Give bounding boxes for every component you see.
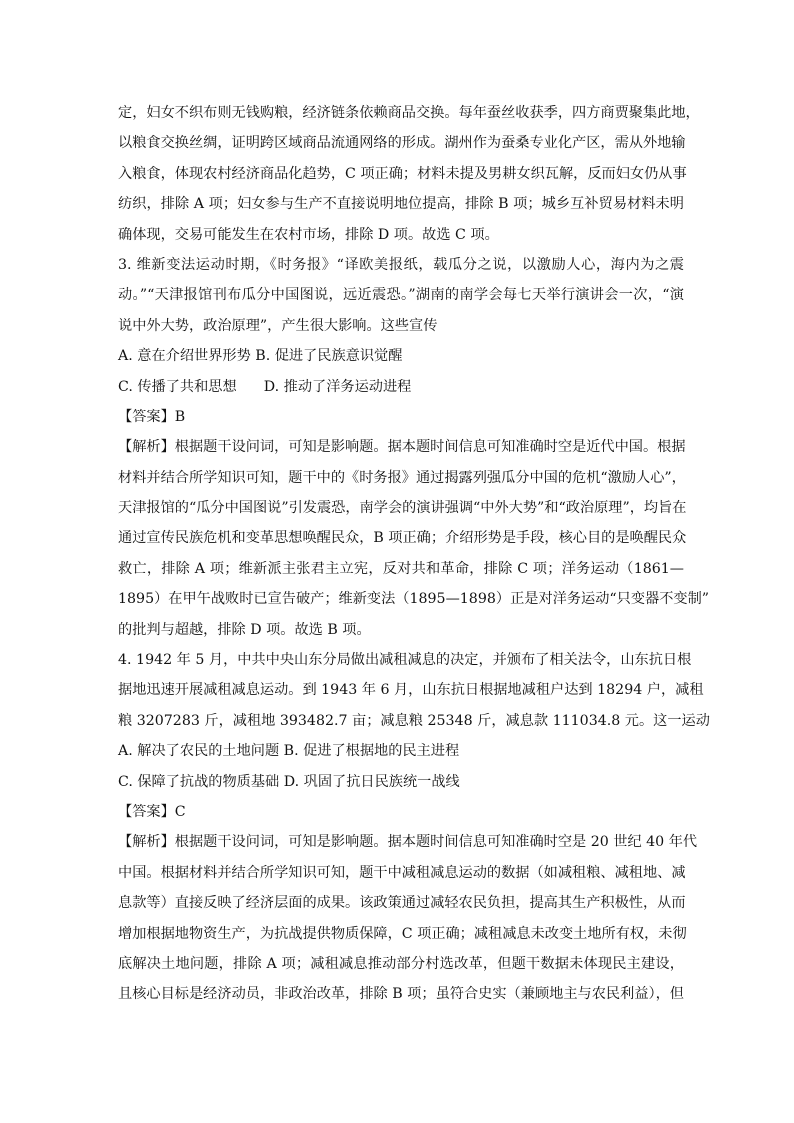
question-3-analysis: 天津报馆的“瓜分中国图说”引发震恐，南学会的演讲强调“中外大势”和“政治原理”，均旨在 <box>118 500 687 517</box>
question-4-answer: 【答案】C <box>118 803 186 820</box>
question-3-analysis: 【解析】根据题干设问词，可知是影响题。据本题时间信息可知准确时空是近代中国。根据 <box>118 439 686 456</box>
question-3-analysis: 的批判与超越，排除 D 项。故选 B 项。 <box>118 621 371 638</box>
question-4-stem: 据地迅速开展减租减息运动。到 1943 年 6 月，山东抗日根据地减租户达到 18294 户，减租 <box>118 682 704 699</box>
question-3-analysis: 通过宣传民族危机和变革思想唤醒民众，B 项正确；介绍形势是手段，核心目的是唤醒民众 <box>118 530 687 547</box>
question-3-analysis: 材料并结合所学知识可知，题干中的《时务报》通过揭露列强瓜分中国的危机“激励人心”， <box>118 469 686 486</box>
question-3-options-ab: A. 意在介绍世界形势 B. 促进了民族意识觉醒 <box>118 348 403 365</box>
document-page <box>118 98 710 1010</box>
question-3-options-cd: C. 传播了共和思想 D. 推动了洋务运动进程 <box>118 378 412 395</box>
question-3-answer: 【答案】B <box>118 408 186 425</box>
text-line: 以粮食交换丝绸，证明跨区域商品流通网络的形成。湖州作为蚕桑专业化产区，需从外地输 <box>118 135 686 152</box>
question-4-stem: 粮 3207283 斤，减租地 393482.7 亩；减息粮 25348 斤，减息款 111034.8 元。这一运动 <box>118 712 710 729</box>
question-4-analysis: 息款等）直接反映了经济层面的成果。该政策通过减轻农民负担，提高其生产积极性，从而 <box>118 895 686 912</box>
question-4-analysis: 增加根据地物资生产，为抗战提供物质保障，C 项正确；减租减息未改变土地所有权，未彻 <box>118 925 687 942</box>
text-line: 确体现，交易可能发生在农村市场，排除 D 项。故选 C 项。 <box>118 226 499 243</box>
question-3-stem: 说中外大势，政治原理”，产生很大影响。这些宣传 <box>118 317 438 334</box>
question-4-analysis: 【解析】根据题干设问词，可知是影响题。据本题时间信息可知准确时空是 20 世纪 40 年代 <box>118 834 698 851</box>
question-3-stem: 动。”“天津报馆刊布瓜分中国图说，远近震恐。”湖南的南学会每七天举行演讲会一次，“演 <box>118 287 684 304</box>
text-line: 定，妇女不织布则无钱购粮，经济链条依赖商品交换。每年蚕丝收获季，四方商贾聚集此地， <box>118 105 700 121</box>
question-4-stem: 4. 1942 年 5 月，中共中央山东分局做出减租减息的决定，并颁布了相关法令，山东抗日根 <box>118 652 692 669</box>
question-4-options-ab: A. 解决了农民的土地问题 B. 促进了根据地的民主进程 <box>118 743 460 760</box>
question-4-analysis: 底解决土地问题，排除 A 项；减租减息推动部分村选改革，但题干数据未体现民主建设， <box>118 955 684 972</box>
question-4-analysis: 中国。根据材料并结合所学知识可知，题干中减租减息运动的数据（如减租粮、减租地、减 <box>118 864 686 881</box>
text-line: 纺织，排除 A 项；妇女参与生产不直接说明地位提高，排除 B 项；城乡互补贸易材料未明 <box>118 196 684 213</box>
question-4-analysis: 且核心目标是经济动员，非政治改革，排除 B 项；虽符合史实（兼顾地主与农民利益），但 <box>118 986 684 1003</box>
question-3-analysis: 救亡，排除 A 项；维新派主张君主立宪，反对共和革命，排除 C 项；洋务运动（1861— <box>118 560 684 577</box>
question-3-analysis: 1895）在甲午战败时已宣告破产；维新变法（1895—1898）正是对洋务运动“只变器不变制” <box>118 591 710 608</box>
text-line: 入粮食，体现农村经济商品化趋势，C 项正确；材料未提及男耕女织瓦解，反而妇女仍从事 <box>118 165 687 182</box>
question-3-stem: 3. 维新变法运动时期，《时务报》“译欧美报纸，载瓜分之说，以激励人心，海内为之震 <box>118 256 684 273</box>
question-4-options-cd: C. 保障了抗战的物质基础 D. 巩固了抗日民族统一战线 <box>118 773 460 790</box>
